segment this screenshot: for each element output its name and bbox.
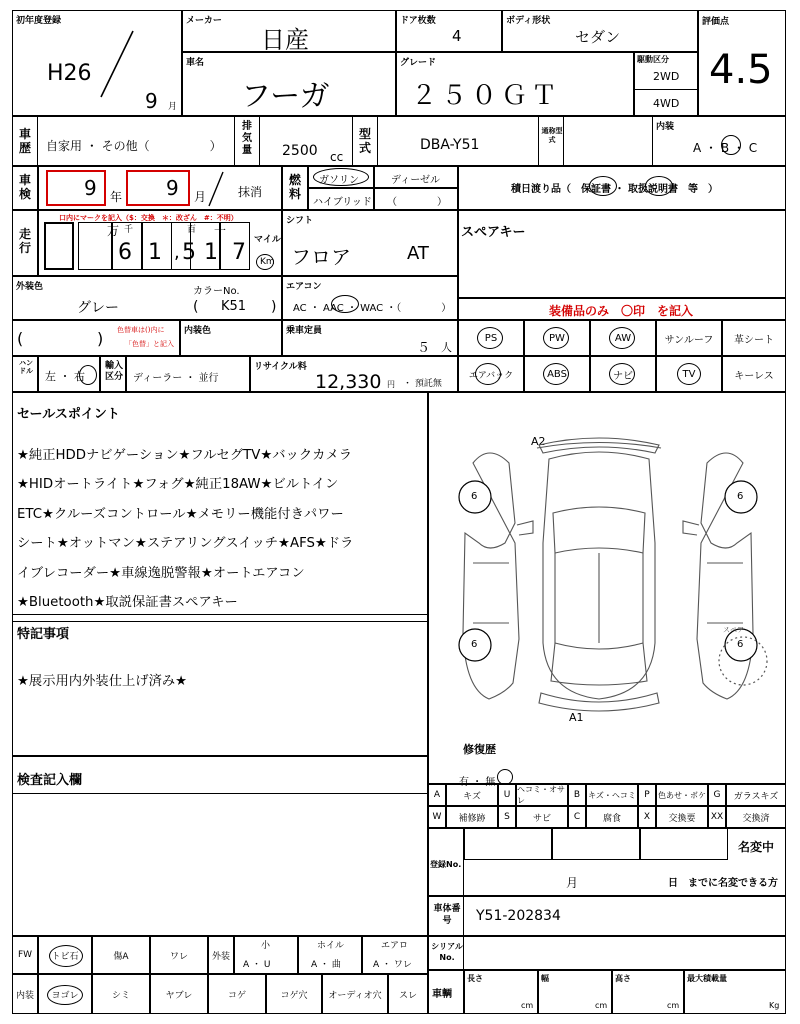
mile-label: マイル — [254, 235, 281, 245]
reg-cell-3 — [640, 828, 728, 860]
equip-ps: PS — [458, 320, 524, 356]
km-label: Km — [260, 257, 275, 267]
color-code-value: K51 — [221, 299, 247, 314]
transmission-value: AT — [407, 243, 429, 264]
history-label: 車歴 — [18, 127, 31, 155]
width-label: 幅 — [541, 974, 549, 983]
unit-man: 万 — [107, 224, 120, 238]
car-name-label: 車名 — [186, 58, 205, 68]
score-value: 4.5 — [709, 47, 773, 93]
load-unit: Kg — [769, 1001, 780, 1010]
fw-item-1: トビ石 — [38, 936, 92, 974]
interior-color-box — [180, 320, 282, 356]
inspection-year-unit: 年 — [110, 190, 123, 204]
reg-cell-1 — [464, 828, 552, 860]
tire-front-left: 6 — [471, 639, 478, 650]
interior-color-label: 内装色 — [184, 326, 212, 336]
sales-line-2: ★HIDオートライト★フォグ★純正18AW★ビルトイン — [17, 477, 339, 493]
aero-opts: A ・ ワレ — [373, 960, 412, 970]
drive-label: 駆動区分 — [637, 55, 669, 64]
doors-box — [396, 10, 502, 52]
handle-label: ハンドル — [19, 359, 33, 375]
auction-sheet — [12, 10, 786, 1014]
shift-label: シフト — [286, 216, 314, 226]
unit-juu: 十 — [214, 224, 227, 238]
slash-mark — [97, 29, 137, 99]
model-label: 型式 — [358, 127, 371, 155]
fuel-hybrid-cell — [308, 188, 374, 210]
inspection-month-unit: 月 — [194, 190, 207, 204]
chassis-label: 車体番号 — [433, 904, 461, 926]
color-change-bracket-l: ( — [17, 329, 24, 348]
chassis-label-cell — [428, 896, 464, 936]
capacity-unit: 人 — [441, 341, 452, 354]
legend-desc: キズ・ヘコミ — [586, 784, 638, 806]
fuel-diesel-cell — [374, 166, 458, 188]
repair-label: 修復歴 — [463, 743, 496, 756]
inspection-year-box — [46, 170, 106, 206]
fuel-gas-cell — [308, 166, 374, 188]
sales-line-4: シート★オットマン★ステアリングスイッチ★AFS★ドラ — [17, 536, 354, 552]
legend-desc: サビ — [516, 806, 568, 828]
legend-code: S — [498, 806, 516, 828]
import-value: ディーラー ・ 並行 — [133, 373, 219, 384]
fuel-gas-circle — [313, 168, 369, 186]
special-title: 特記事項 — [17, 627, 70, 642]
recycle-box — [250, 356, 458, 392]
body-box — [502, 10, 698, 52]
special-line: ★展示用内外装仕上げ済み★ — [17, 674, 188, 689]
reg-year: H26 — [47, 61, 92, 86]
tire-front-right: 6 — [737, 639, 744, 650]
mileage-digit-4: 1 — [204, 240, 218, 265]
legend-code: U — [498, 784, 516, 806]
ac-options: AC ・ AAC ・ WAC ・（ ） — [293, 303, 452, 314]
ac-label: エアコン — [286, 282, 322, 292]
height-cell — [612, 970, 684, 1014]
car-diagram-box — [428, 392, 786, 788]
reg-month: 9 — [145, 89, 158, 113]
size-label: 車輌 — [432, 989, 452, 1000]
equip-navi: ナビ — [590, 356, 656, 392]
legend-code: G — [708, 784, 726, 806]
reg-day-note: 日 までに名変できる方 — [668, 878, 778, 889]
grade-box — [396, 52, 634, 116]
recycle-unit: 円 — [387, 380, 395, 389]
score-label: 評価点 — [702, 17, 730, 27]
height-label: 高さ — [615, 974, 631, 983]
color-label: 外装色 — [16, 282, 44, 292]
model-value: DBA-Y51 — [420, 137, 480, 153]
recycle-note: ・ 預託無 — [403, 379, 442, 389]
car-name-value: フーガ — [241, 79, 330, 114]
ac-circle — [331, 295, 359, 313]
color-code-bracket-l: ( — [193, 299, 199, 315]
color-value: グレー — [77, 300, 119, 316]
recycle-value: 12,330 — [315, 371, 382, 393]
tire-rear-right: 6 — [737, 491, 744, 502]
interior-grade-box — [652, 116, 786, 166]
legend-code: X — [638, 806, 656, 828]
handle-value-cell — [38, 356, 100, 392]
mileage-mark-box — [44, 222, 74, 270]
sales-lines — [17, 441, 353, 617]
docs-circle-1 — [589, 176, 617, 196]
equip-aw: AW — [590, 320, 656, 356]
inspection-month: 9 — [166, 176, 179, 200]
equip-leather: 革シート — [722, 320, 786, 356]
extras-box — [458, 210, 786, 298]
special-notes-box — [12, 614, 428, 756]
inspection-note-box — [12, 756, 428, 936]
capacity-label: 乗車定員 — [286, 326, 323, 336]
history-options: 自家用 ・ その他（ ） — [46, 139, 222, 153]
interior-item-2: シミ — [92, 974, 150, 1014]
mileage-comma: , — [174, 242, 180, 263]
interior-grade-label: 内装 — [656, 122, 675, 132]
name-change: 名変中 — [738, 840, 775, 854]
unit-sen: 千 — [124, 225, 134, 235]
chassis-value: Y51-202834 — [476, 908, 561, 924]
color-code-bracket-r: ) — [271, 299, 277, 315]
body-value: セダン — [575, 28, 621, 46]
repair-value: 有 ・ 無 — [459, 777, 496, 788]
legend-desc: 交換要 — [656, 806, 708, 828]
aero-label: エアロ — [381, 941, 409, 951]
capacity-box — [282, 320, 458, 356]
docs-label: 積日渡り品（ 保証書 ・ 取扱説明書 等 ） — [511, 184, 718, 195]
width-unit: cm — [595, 1001, 608, 1010]
length-unit: cm — [521, 1001, 534, 1010]
maker-box — [182, 10, 396, 52]
displacement-label: 排気量 — [242, 121, 252, 156]
import-label-cell — [100, 356, 126, 392]
legend-desc: 色あせ・ボケ — [656, 784, 708, 806]
shift-box — [282, 210, 458, 276]
fw-item-3: ワレ — [150, 936, 208, 974]
recycle-label: リサイクル料 — [254, 362, 307, 372]
color-code-label: カラーNo. — [193, 286, 240, 297]
width-cell — [538, 970, 612, 1014]
equip-pw: PW — [524, 320, 590, 356]
interior-item-5: コゲ穴 — [266, 974, 322, 1014]
equip-title: 装備品のみ 〇印 を記入 — [549, 304, 694, 318]
repair-circle — [497, 769, 513, 785]
interior-item-7: スレ — [388, 974, 428, 1014]
ac-box — [282, 276, 458, 320]
mileage-label-cell — [12, 210, 38, 276]
drive-4wd: 4WD — [653, 97, 680, 110]
fuel-gas: ガソリン — [319, 175, 359, 186]
inspection-year: 9 — [84, 176, 97, 200]
legend-desc: キズ — [446, 784, 498, 806]
load-label: 最大積載量 — [687, 974, 727, 983]
equip-abs: ABS — [524, 356, 590, 392]
equip-tv: TV — [656, 356, 722, 392]
common-model-label: 通称型式 — [541, 127, 563, 144]
equip-sunroof: サンルーフ — [656, 320, 722, 356]
fw-label: FW — [12, 936, 38, 974]
color-change-note1: 色替車は()内に — [117, 326, 165, 334]
doors-value: 4 — [452, 27, 462, 45]
fw-item-2: 傷A — [92, 936, 150, 974]
first-reg-label: 初年度登録 — [16, 16, 62, 26]
grade-value: ２５０ＧＴ — [411, 81, 562, 111]
capacity-value: ５ — [417, 341, 431, 356]
legend-desc: 腐食 — [586, 806, 638, 828]
equip-title-box — [458, 298, 786, 320]
interior-item-3: ヤブレ — [150, 974, 208, 1014]
sales-points-box — [12, 392, 428, 622]
unit-hyaku: 百 — [187, 225, 197, 235]
mileage-digit-3: 5 — [182, 240, 196, 265]
color-box — [12, 276, 282, 320]
wheel-opts: A ・ 曲 — [311, 960, 341, 970]
body-label: ボディ形状 — [506, 16, 551, 26]
interior-damage-label: 内装 — [12, 974, 38, 1014]
tire-rear-left: 6 — [471, 491, 478, 502]
interior-grade-circle — [721, 135, 741, 155]
height-unit: cm — [667, 1001, 680, 1010]
small-opts: A ・ U — [243, 960, 271, 970]
length-label: 長さ — [467, 974, 483, 983]
score-box — [698, 10, 786, 116]
grade-label: グレード — [400, 58, 437, 68]
displacement-value: 2500 — [282, 143, 318, 159]
diagram-a1: A1 — [569, 711, 584, 724]
size-label-cell — [428, 970, 464, 1014]
inspection-note-title: 検査記入欄 — [17, 773, 83, 788]
import-value-cell — [126, 356, 250, 392]
first-registration-box — [12, 10, 182, 116]
legend-desc: ヘコミ・オサレ — [516, 784, 568, 806]
km-circle — [256, 254, 274, 270]
drive-2wd: 2WD — [653, 70, 680, 83]
displacement-label-cell — [234, 116, 260, 166]
fuel-other: （ ） — [387, 197, 447, 208]
interior-grade-values: A ・ B ・ C — [693, 141, 758, 155]
serial-label-cell — [428, 936, 464, 970]
wheel-label: ホイル — [317, 941, 345, 951]
handle-label-cell — [12, 356, 38, 392]
equip-airbag: エアバック — [458, 356, 524, 392]
color-change-bracket-r: ) — [97, 329, 104, 348]
exterior-label: 外装 — [208, 936, 234, 974]
mileage-note: 口内にマークを記入（$：交換 ＊：改ざん #：不明） — [59, 214, 238, 222]
sales-line-5: イブレコーダー★車線逸脱警報★オートエアコン — [17, 565, 305, 581]
drive-box — [634, 52, 698, 116]
displacement-unit: cc — [330, 150, 344, 164]
maker-value: 日産 — [261, 26, 309, 54]
car-outline — [429, 393, 787, 733]
docs-circle-2 — [645, 176, 673, 196]
import-label: 輸入区分 — [104, 361, 123, 382]
fuel-other-cell — [374, 188, 458, 210]
sales-line-3: ETC★クルーズコントロール★メモリー機能付きパワー — [17, 506, 344, 522]
handle-circle — [79, 365, 97, 385]
load-cell — [684, 970, 786, 1014]
small-cell — [234, 936, 298, 974]
mileage-digit-1: 6 — [118, 240, 132, 265]
fuel-label-cell — [282, 166, 308, 210]
spare-label: スペア — [723, 626, 744, 634]
fuel-hybrid: ハイブリッド — [313, 197, 372, 208]
inspection-label-cell — [12, 166, 38, 210]
docs-box — [458, 166, 786, 210]
legend-desc: ガラスキズ — [726, 784, 786, 806]
mileage-digit-5: 7 — [232, 240, 246, 265]
mileage-digit-2: 1 — [148, 240, 162, 265]
small-label: 小 — [261, 941, 271, 951]
color-change-note2: 「色替」と記入 — [125, 340, 174, 348]
handle-value: 左 ・ 右 — [45, 370, 85, 383]
model-label-cell — [352, 116, 378, 166]
fuel-label: 燃料 — [288, 173, 301, 201]
sales-line-6: ★Bluetooth★取説保証書スペアキー — [17, 595, 238, 611]
sales-line-1: ★純正HDDナビゲーション★フルセグTV★バックカメラ — [17, 448, 353, 463]
registration-label: 登録No. — [430, 860, 462, 869]
common-model-label-cell — [538, 116, 564, 166]
sales-title: セールスポイント — [17, 407, 120, 422]
maker-label: メーカー — [186, 16, 222, 26]
shift-value: フロア — [291, 245, 351, 269]
history-label-cell — [12, 116, 38, 166]
interior-item-1: ヨゴレ — [38, 974, 92, 1014]
legend-code: C — [568, 806, 586, 828]
diagram-a2: A2 — [531, 435, 546, 448]
legend-code: B — [568, 784, 586, 806]
inspection-slash — [206, 170, 226, 208]
reg-cell-2 — [552, 828, 640, 860]
length-cell — [464, 970, 538, 1014]
inspection-label: 車検 — [18, 173, 31, 201]
equip-keyless: キーレス — [722, 356, 786, 392]
aero-cell — [362, 936, 428, 974]
interior-item-4: コゲ — [208, 974, 266, 1014]
wheel-cell — [298, 936, 362, 974]
inspection-month-box — [126, 170, 190, 206]
doors-label: ドア枚数 — [400, 16, 436, 26]
serial-box — [428, 936, 786, 970]
reg-month-unit: 月 — [168, 102, 178, 112]
car-name-box — [182, 52, 396, 116]
legend-code: P — [638, 784, 656, 806]
fuel-diesel: ディーゼル — [391, 175, 440, 186]
color-change-box — [12, 320, 180, 356]
interior-item-6: オーディオ穴 — [322, 974, 388, 1014]
serial-label: シリアルNo. — [431, 942, 463, 962]
extras-value: スペアキー — [461, 225, 526, 240]
legend-code: XX — [708, 806, 726, 828]
registration-label-cell — [428, 828, 464, 896]
inspection-cancel: 抹消 — [238, 185, 263, 199]
mileage-label: 走行 — [18, 227, 31, 255]
legend-code: A — [428, 784, 446, 806]
reg-month-unit: 月 — [566, 876, 579, 890]
legend-desc: 補修跡 — [446, 806, 498, 828]
legend-code: W — [428, 806, 446, 828]
legend-desc: 交換済 — [726, 806, 786, 828]
